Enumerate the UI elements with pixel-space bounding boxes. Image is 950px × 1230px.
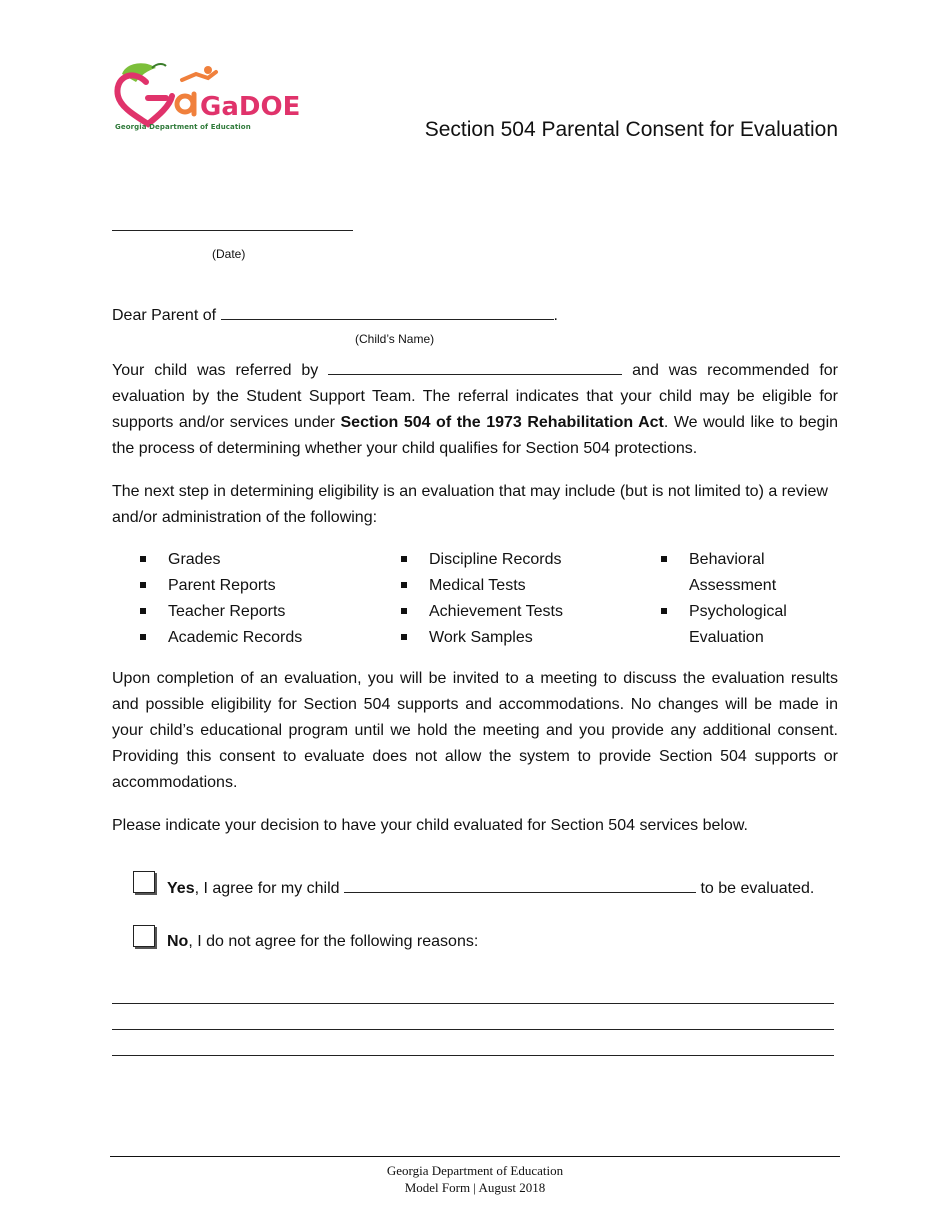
list-item: Medical Tests bbox=[401, 573, 563, 599]
yes-label: Yes bbox=[167, 880, 195, 897]
referral-tail: . We would like to begin the process of determining whether your child qualifies for Section 504 protections. bbox=[112, 414, 839, 457]
list-item: Achievement Tests bbox=[401, 599, 563, 625]
no-label: No bbox=[167, 933, 189, 950]
yes-child-name-blank[interactable] bbox=[344, 878, 696, 893]
referrer-blank[interactable] bbox=[328, 360, 622, 375]
list-item-continuation: Evaluation bbox=[689, 629, 764, 646]
evaluation-list-col3 bbox=[661, 547, 787, 651]
list-item: Discipline Records bbox=[401, 547, 563, 573]
footer-form: Model Form | August 2018 bbox=[404, 1180, 546, 1195]
logo-subtitle: Georgia Department of Education bbox=[115, 123, 251, 131]
date-line[interactable] bbox=[112, 230, 353, 231]
yes-tail: to be evaluated. bbox=[700, 880, 815, 897]
evaluation-list-col2 bbox=[401, 547, 563, 651]
evaluation-list-col1 bbox=[140, 547, 302, 651]
list-item: Academic Records bbox=[140, 625, 302, 651]
decision-instruction: Please indicate your decision to have your child evaluated for Section 504 services below. bbox=[112, 817, 748, 834]
greeting-prefix: Dear Parent of bbox=[112, 307, 217, 324]
greeting-suffix: . bbox=[553, 307, 558, 324]
date-label: (Date) bbox=[212, 247, 246, 261]
list-item: Parent Reports bbox=[140, 573, 302, 599]
referral-lead: Your child was referred by bbox=[112, 362, 319, 379]
list-item: Psychological bbox=[661, 599, 787, 625]
next-step-paragraph: The next step in determining eligibility is an evaluation that may include (but is not limited to) a review and/or administration of the following: bbox=[112, 483, 828, 526]
no-text: , I do not agree for the following reasons: bbox=[188, 933, 479, 950]
list-item: Grades bbox=[140, 547, 302, 573]
rehabilitation-act: Section 504 of the 1973 Rehabilitation Act bbox=[340, 414, 664, 431]
reason-line[interactable] bbox=[112, 1003, 834, 1004]
greeting-line bbox=[112, 303, 558, 329]
yes-option bbox=[167, 876, 814, 902]
footer bbox=[0, 1162, 950, 1196]
yes-checkbox[interactable] bbox=[133, 871, 155, 893]
referral-paragraph bbox=[112, 358, 838, 462]
list-item: Behavioral bbox=[661, 547, 787, 573]
list-item: Teacher Reports bbox=[140, 599, 302, 625]
footer-rule bbox=[110, 1156, 840, 1157]
yes-text: , I agree for my child bbox=[194, 880, 340, 897]
child-name-blank[interactable] bbox=[221, 305, 554, 320]
logo-lettering: GaDOE bbox=[200, 92, 301, 122]
list-item: Work Samples bbox=[401, 625, 563, 651]
list-item-continuation: Assessment bbox=[689, 577, 777, 594]
page-title: Section 504 Parental Consent for Evaluation bbox=[424, 118, 838, 141]
reason-line[interactable] bbox=[112, 1055, 834, 1056]
footer-org: Georgia Department of Education bbox=[386, 1163, 564, 1178]
meeting-paragraph: Upon completion of an evaluation, you will be invited to a meeting to discuss the evaluation results and possible eligibility for Section 504 supports and accommodations. No changes will be made in your child’s educational program until we hold the meeting and you provide any additional consent. Providing this consent to evaluate does not allow the system to provide Section 504 supports or accommodations. bbox=[112, 670, 847, 791]
reason-line[interactable] bbox=[112, 1029, 834, 1030]
no-option bbox=[167, 929, 478, 955]
no-checkbox[interactable] bbox=[133, 925, 155, 947]
child-name-label: (Child’s Name) bbox=[355, 332, 435, 346]
referral-body: and was recommended for evaluation by the Student Support Team. The referral indicates that your child may be eligible for supports and/or services under bbox=[112, 362, 838, 431]
